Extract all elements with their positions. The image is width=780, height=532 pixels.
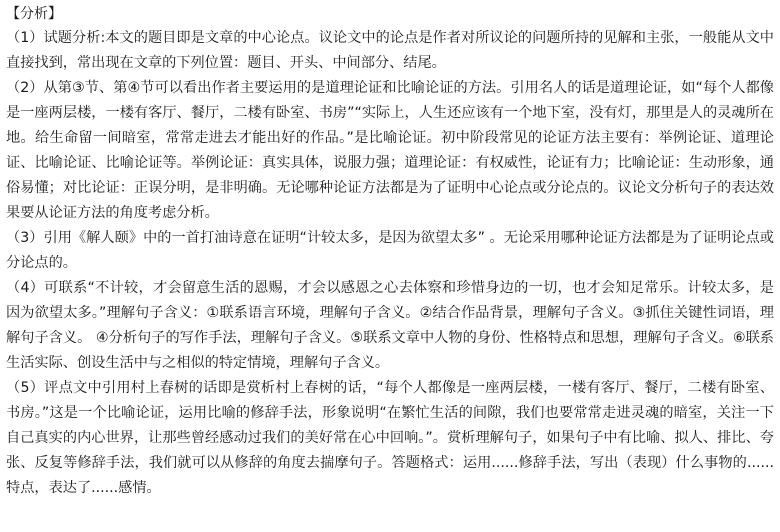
paragraph-2: （2）从第③节、第④节可以看出作者主要运用的是道理论证和比喻论证的方法。引用名人的话是道理论证，如“每个人都像是一座两层楼，一楼有客厅、餐厅，二楼有卧室、书房”“实际上，人生还应该有一个地下室，没有灯，那里是人的灵魂所在地。给生命留一间暗室，常常走进去才能出好的作品。”是比喻论证。初中阶段常见的论证方法主要有：举例论证、道理论证、比喻论证、比喻论证等。举例论证：真实具体，说服力强；道理论证：有权威性，论证有力；比喻论证：生动形象，通俗易懂；对比论证：正误分明，是非明确。无论哪种论证方法都是为了证明中心论点或分论点的。议论文分析句子的表达效果要从论证方法的角度考虑分析。 (6, 80, 774, 221)
paragraph-4: （4）可联系“不计较，才会留意生活的恩赐，才会以感恩之心去体察和珍惜身边的一切，也才会知足常乐。计较太多，是因为欲望太多。”理解句子含义：①联系语言环境，理解句子含义。②结合作品背景，理解句子含义。③抓住关键性词语，理解句子含义。 ④分析句子的写作手法，理解句子含义。⑤联系文章中人物的身份、性格特点和思想，理解句子含义。⑥联系生活实际、创设生活中与之相似的特定情境，理解句子含义。 (6, 280, 774, 371)
paragraph-1: （1）试题分析:本文的题目即是文章的中心论点。议论文中的论点是作者对所议论的问题所持的见解和主张，一般能从文中直接找到，常出现在文章的下列位置：题目、开头、中间部分、结尾。 (6, 30, 774, 71)
analysis-heading: 【分析】 (6, 6, 62, 22)
paragraph-3: （3）引用《解人颐》中的一首打油诗意在证明“计较太多，是因为欲望太多” 。无论采用哪种论证方法都是为了证明论点或分论点的。 (6, 230, 774, 271)
paragraph-5: （5）评点文中引用村上春树的话即是赏析村上春树的话，“每个人都像是一座两层楼，一楼有客厅、餐厅，二楼有卧室、书房。”这是一个比喻论证，运用比喻的修辞手法，形象说明“在繁忙生活的间隙，我们也要常常走进灵魂的暗室，关注一下自己真实的内心世界，让那些曾经感动过我们的美好常在心中回响。”。赏析理解句子，如果句子中有比喻、拟人、排比、夸张、反复等修辞手法，我们就可以从修辞的角度去揣摩句子。答题格式：运用......修辞手法，写出（表现）什么事物的......特点，表达了......感情。 (6, 380, 774, 496)
